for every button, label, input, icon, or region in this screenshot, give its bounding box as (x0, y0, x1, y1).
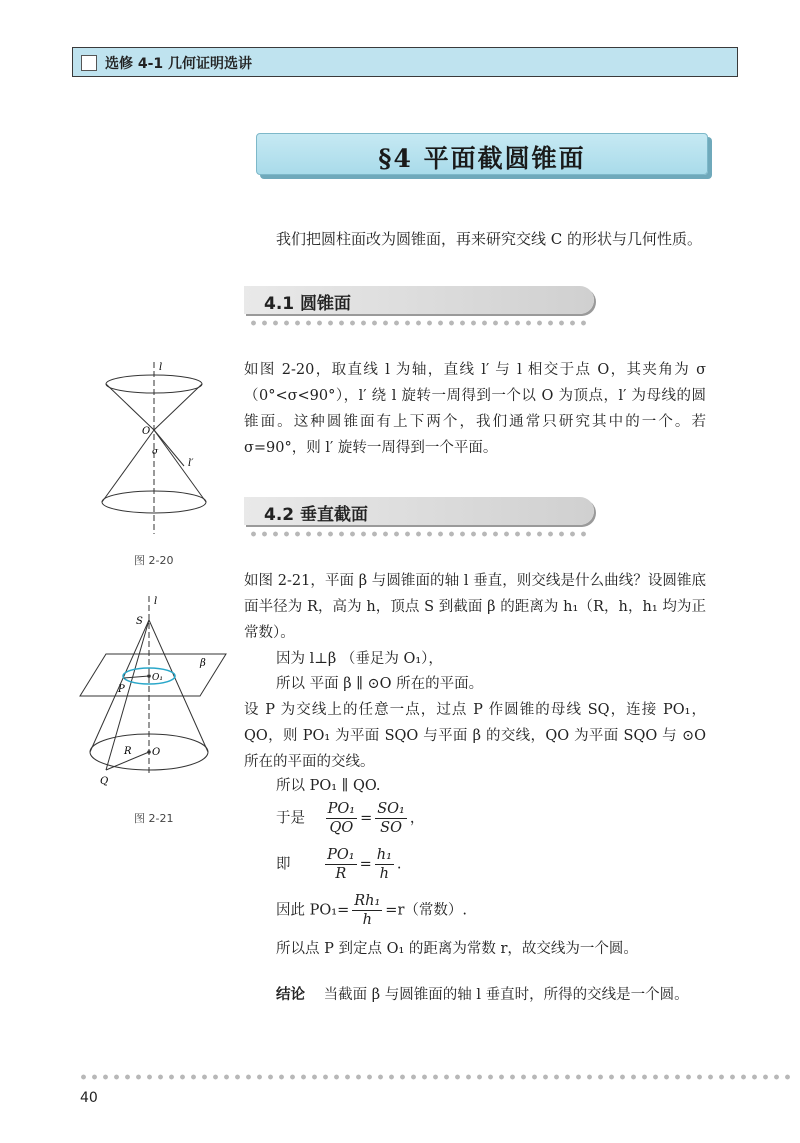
fig2-label-Q: Q (100, 776, 109, 787)
fig2-label-O1: O₁ (152, 673, 163, 683)
eq3-prefix: 因此 PO₁= (276, 902, 350, 919)
header-square-icon (81, 55, 97, 71)
eq1-den1: QO (329, 820, 354, 836)
dotted-divider (248, 531, 588, 537)
fig2-label-beta: β (200, 658, 206, 669)
chapter-header-text: 选修 4-1 几何证明选讲 (105, 56, 253, 72)
eq1-den2: SO (380, 820, 402, 836)
eq2-equals: = (359, 856, 372, 873)
subsection-title-4-1: 4.1 圆锥面 (264, 294, 352, 314)
eq1-suffix: ， (409, 810, 425, 827)
eq1-num2: SO₁ (377, 801, 405, 817)
fig2-label-P: P (118, 684, 125, 695)
subsection-banner-4-1 (244, 286, 594, 314)
conclusion-label: 结论 (276, 987, 305, 1003)
paragraph-cone-surface: 如图 2-20，取直线 l 为轴，直线 l′ 与 l 相交于点 O，其夹角为 σ（0°<σ<90°），l′ 绕 l 旋转一周得到一个以 O 为顶点，l′ 为母线的圆锥面。这种圆锥面有上下两个，我们通常只研究其中的一个。若 σ=90°，则 l′ 旋转一周得到一个平面。 (244, 362, 706, 456)
page-number: 40 (80, 1090, 98, 1106)
eq2-suffix: . (396, 856, 402, 873)
figure-2-21 (76, 592, 236, 792)
line-because: 因为 l⊥β （垂足为 O₁）， (276, 651, 443, 667)
section-banner (256, 133, 708, 175)
conclusion-text: 当截面 β 与圆锥面的轴 l 垂直时，所得的交线是一个圆。 (323, 987, 689, 1003)
fig1-label-sigma: σ (152, 447, 159, 457)
fig1-label-l: l (159, 362, 163, 373)
eq2-den2: h (379, 866, 389, 882)
fig2-label-R: R (124, 746, 132, 757)
figure-2-21-caption: 图 2-21 (134, 812, 174, 825)
eq3-num: Rh₁ (354, 893, 381, 909)
figure-2-20 (96, 358, 216, 538)
paragraph-intersection-lines: 设 P 为交线上的任意一点，过点 P 作圆锥的母线 SQ，连接 PO₁，QO，则 PO₁ 为平面 SQO 与平面 β 的交线，QO 为平面 SQO 与 ⊙O 所在的平面的交线。 (244, 702, 706, 770)
eq2-num1: PO₁ (327, 847, 355, 863)
equation-radius (276, 892, 467, 929)
line-so-parallel-plane: 所以 平面 β ∥ ⊙O 所在的平面。 (276, 676, 484, 692)
fig1-label-lprime: l′ (188, 458, 194, 469)
chapter-header (72, 47, 738, 77)
equation-ratio-1 (276, 800, 424, 837)
figure-2-20-caption: 图 2-20 (134, 554, 174, 567)
fig2-label-S: S (136, 616, 143, 627)
eq2-den1: R (335, 866, 347, 882)
eq1-equals: = (360, 810, 373, 827)
fig2-label-l: l (154, 596, 158, 607)
eq2-prefix: 即 (276, 856, 291, 873)
intro-text: 我们把圆柱面改为圆锥面，再来研究交线 C 的形状与几何性质。 (276, 230, 703, 248)
equation-ratio-2 (276, 846, 402, 883)
paragraph-perpendicular-section: 如图 2-21，平面 β 与圆锥面的轴 l 垂直，则交线是什么曲线？设圆锥底面半径为 R，高为 h，顶点 S 到截面 β 的距离为 h₁（R，h，h₁ 均为正常数）。 (244, 573, 706, 641)
eq3-den: h (362, 912, 372, 928)
fig1-label-O: O (142, 426, 151, 437)
footer-dotted-divider (78, 1074, 790, 1080)
subsection-banner-4-2 (244, 497, 594, 525)
subsection-title-4-2: 4.2 垂直截面 (264, 505, 369, 525)
eq3-suffix: =r（常数）. (385, 902, 467, 919)
conclusion (276, 982, 689, 1008)
section-title: §4 平面截圆锥面 (378, 144, 586, 173)
line-circle-conclusion: 所以点 P 到定点 O₁ 的距离为常数 r，故交线为一个圆。 (276, 941, 638, 957)
line-so-parallel: 所以 PO₁ ∥ QO. (276, 778, 381, 794)
dotted-divider (248, 320, 588, 326)
eq2-num2: h₁ (376, 847, 392, 863)
eq1-num1: PO₁ (327, 801, 356, 817)
fig2-label-O: O (152, 747, 161, 758)
eq1-prefix: 于是 (276, 810, 305, 827)
